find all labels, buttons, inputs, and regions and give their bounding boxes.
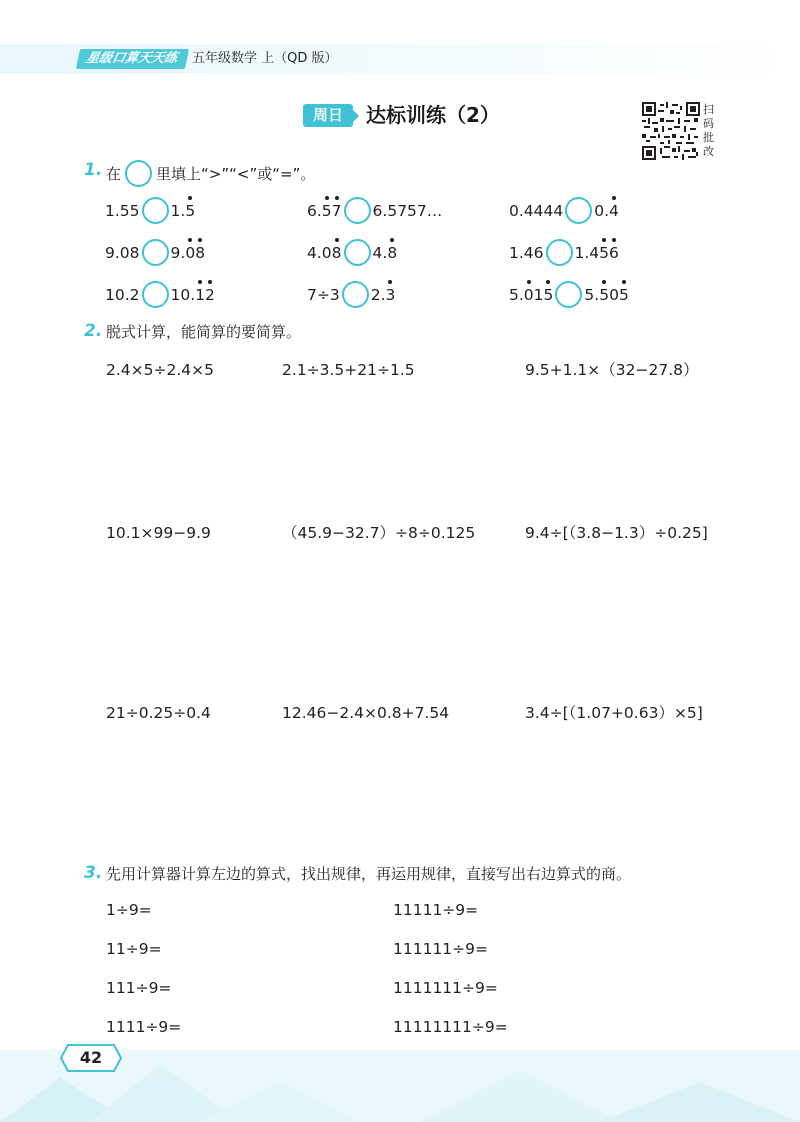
q1-item-left: 9.08 (105, 243, 140, 262)
q3-right-expression: 1111111÷9= (393, 979, 498, 997)
answer-circle[interactable] (142, 197, 169, 224)
q1-item-right: 5.505 (584, 285, 629, 304)
q2-prompt: 脱式计算，能简算的要简算。 (106, 323, 302, 341)
qr-caption: 扫码批改 (703, 103, 714, 158)
q3-left-expression: 1111÷9= (106, 1018, 182, 1036)
q3-right-expression: 111111÷9= (393, 940, 489, 958)
q1-number: 1. (84, 160, 103, 180)
q1-prompt-after: 里填上“>”“<”或“=”。 (156, 164, 316, 183)
q2-expression: 9.5+1.1×（32−27.8） (525, 361, 699, 379)
answer-circle[interactable] (565, 197, 592, 224)
answer-circle[interactable] (142, 239, 169, 266)
answer-circle[interactable] (142, 281, 169, 308)
q1-prompt (106, 160, 315, 187)
q3-left-expression: 1÷9= (106, 901, 152, 919)
q3-left-expression: 111÷9= (106, 979, 172, 997)
series-tag: 星级口算天天练 (76, 49, 189, 69)
q2-expression: 2.4×5÷2.4×5 (106, 361, 214, 379)
answer-circle[interactable] (344, 239, 371, 266)
q2-number: 2. (84, 321, 103, 341)
answer-circle[interactable] (546, 239, 573, 266)
q2-expression: 9.4÷[（3.8−1.3）÷0.25] (525, 524, 708, 542)
q2-expression: 3.4÷[（1.07+0.63）×5] (525, 704, 703, 722)
q2-expression: （45.9−32.7）÷8÷0.125 (282, 524, 476, 542)
q1-prompt-before: 在 (106, 164, 122, 183)
q2-expression: 2.1÷3.5+21÷1.5 (282, 361, 415, 379)
q1-item-left: 0.4444 (509, 201, 564, 220)
q1-item-left: 10.2 (105, 285, 140, 304)
q1-item-r1c2 (307, 197, 442, 224)
q3-right-expression: 11111111÷9= (393, 1018, 508, 1036)
q1-item-left: 4.08 (307, 243, 342, 262)
q2-expression: 21÷0.25÷0.4 (106, 704, 211, 722)
q2-expression: 10.1×99−9.9 (106, 524, 211, 542)
q1-item-left: 1.46 (509, 243, 544, 262)
day-badge: 周日 (303, 104, 353, 127)
q1-item-right: 1.456 (574, 243, 619, 262)
q1-item-right: 9.08 (170, 243, 206, 262)
page-number: 42 (79, 1048, 103, 1067)
q1-item-right: 10.12 (170, 285, 215, 304)
section-title: 达标训练（2） (366, 103, 500, 127)
q1-item-right: 0.4 (594, 201, 619, 220)
book-title: 五年级数学 上（QD 版） (192, 51, 338, 66)
q1-item-r3c1 (105, 281, 215, 308)
qr-code-icon[interactable] (642, 102, 700, 160)
q3-right-expression: 11111÷9= (393, 901, 479, 919)
q1-item-right: 6.5757… (372, 201, 443, 220)
q1-item-left: 1.55 (105, 201, 140, 220)
q1-item-left: 5.015 (509, 285, 554, 304)
q3-prompt: 先用计算器计算左边的算式，找出规律，再运用规律，直接写出右边算式的商。 (106, 865, 632, 883)
answer-circle[interactable] (555, 281, 582, 308)
q1-item-r1c3 (509, 197, 619, 224)
q1-item-r3c3 (509, 281, 629, 308)
q1-item-left: 6.57 (307, 201, 342, 220)
q1-item-right: 2.3 (370, 285, 396, 304)
q1-item-r1c1 (105, 197, 195, 224)
q1-item-r2c3 (509, 239, 619, 266)
q1-item-right: 1.5 (170, 201, 196, 220)
q1-item-left: 7÷3 (307, 285, 340, 304)
q3-left-expression: 11÷9= (106, 940, 162, 958)
q1-item-r2c2 (307, 239, 397, 266)
q3-number: 3. (84, 863, 103, 883)
answer-circle[interactable] (344, 197, 371, 224)
q1-item-right: 4.8 (372, 243, 398, 262)
answer-circle[interactable] (342, 281, 369, 308)
q1-item-r2c1 (105, 239, 205, 266)
q1-item-r3c2 (307, 281, 395, 308)
q2-expression: 12.46−2.4×0.8+7.54 (282, 704, 450, 722)
answer-circle-sample (125, 160, 152, 187)
